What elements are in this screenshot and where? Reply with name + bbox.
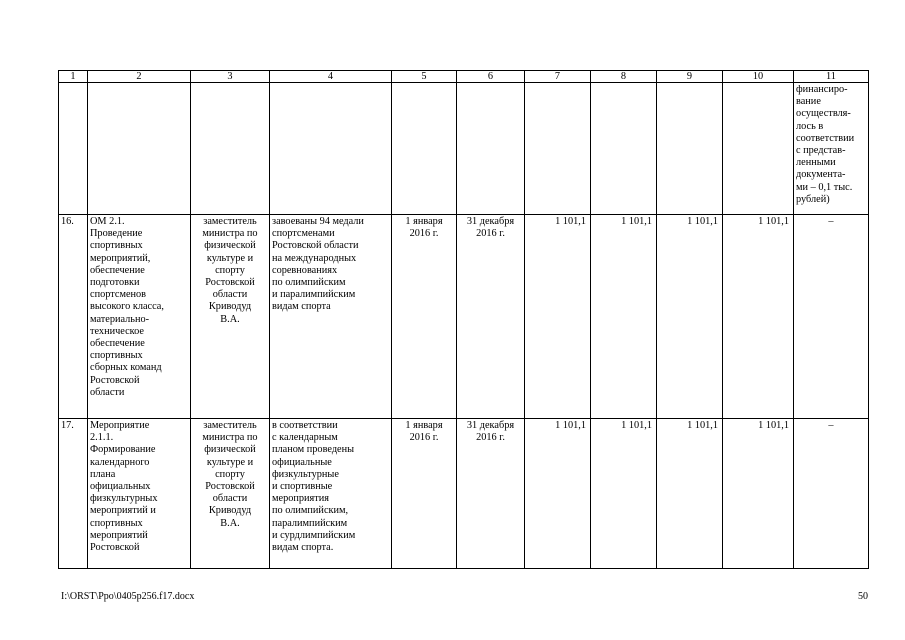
note-text-line: ми – 0,1 тыс.: [796, 181, 853, 193]
column-header: 11: [794, 71, 869, 83]
column-header: 4: [270, 71, 392, 83]
end-date-line: 2016 г.: [476, 432, 505, 444]
start-date-line: 2016 г.: [409, 228, 439, 240]
event-name-line: спортсменов: [90, 289, 147, 301]
result-text-line: видам спорта.: [272, 542, 334, 554]
result-text-line: по олимпийским: [272, 277, 346, 289]
table-row: [59, 215, 869, 419]
result-text-line: завоеваны 94 медали: [272, 216, 364, 227]
note-text-line: с представ-: [796, 145, 846, 157]
event-name-line: ОМ 2.1.: [90, 216, 125, 227]
row-number: [59, 83, 88, 215]
result-text-line: и спортивные: [272, 481, 333, 493]
start-date-line: 1 января: [405, 216, 443, 227]
footer-page-number: 50: [858, 591, 868, 602]
note-text-line: документа-: [796, 169, 846, 181]
event-name-line: календарного: [90, 456, 150, 468]
result-text-line: официальные: [272, 456, 332, 468]
event-name-line: Проведение: [90, 228, 143, 240]
result-text-line: соревнованиях: [272, 264, 338, 276]
event-name: [88, 419, 191, 569]
start-date: [392, 83, 457, 215]
event-name-line: сборных команд: [90, 362, 162, 374]
result-text-line: и паралимпийским: [272, 289, 356, 301]
result-text-line: мероприятия: [272, 493, 330, 505]
start-date-line: 2016 г.: [409, 432, 439, 444]
header-row: [59, 71, 869, 83]
column-header: 3: [191, 71, 270, 83]
result-text-line: на международных: [272, 252, 357, 264]
event-name-line: официальных: [90, 481, 151, 493]
event-name-line: высокого класса,: [90, 301, 164, 313]
column-header: 2: [88, 71, 191, 83]
end-date-line: 2016 г.: [476, 228, 505, 240]
footer-file-path: I:\ORST\Ppo\0405p256.f17.docx: [61, 591, 195, 602]
result-text-line: физкультурные: [272, 468, 339, 480]
amount-col10: 1 101,1: [723, 419, 794, 569]
note-text-line: ленными: [796, 157, 836, 169]
event-name-line: Мероприятие: [90, 420, 150, 431]
event-name-line: обеспечение: [90, 264, 145, 276]
responsible-person-line: В.А.: [220, 517, 240, 529]
column-header: 8: [591, 71, 657, 83]
responsible-person-line: заместитель: [203, 420, 257, 431]
responsible-person: [191, 83, 270, 215]
event-name-line: обеспечение: [90, 338, 145, 350]
responsible-person: [191, 419, 270, 569]
result-text-line: видам спорта: [272, 301, 331, 313]
responsible-person-line: физической: [204, 444, 256, 456]
responsible-person-line: области: [212, 289, 248, 301]
amount-col9: 1 101,1: [657, 215, 723, 419]
result-text-line: в соответствии: [272, 420, 338, 431]
result-text: [270, 83, 392, 215]
responsible-person-line: физической: [204, 240, 256, 252]
report-table: [58, 70, 869, 569]
end-date-line: 31 декабря: [466, 216, 515, 227]
note-text-line: лось в: [796, 120, 824, 132]
responsible-person-line: министра по: [202, 432, 258, 444]
column-header: 7: [525, 71, 591, 83]
amount-col9: 1 101,1: [657, 419, 723, 569]
note-text-line: вание: [796, 96, 821, 108]
event-name-line: мероприятий и: [90, 505, 156, 517]
event-name-line: области: [90, 386, 125, 398]
responsible-person-line: Криводуд: [208, 301, 252, 313]
end-date: [457, 419, 525, 569]
note-text-line: –: [828, 420, 834, 431]
responsible-person-line: Ростовской: [205, 481, 255, 493]
event-name-line: физкультурных: [90, 493, 158, 505]
event-name-line: мероприятий: [90, 529, 148, 541]
amount-col7: [525, 83, 591, 215]
responsible-person-line: культуре и: [206, 252, 254, 264]
note-text-line: рублей): [796, 193, 830, 205]
event-name-line: плана: [90, 468, 116, 480]
responsible-person-line: министра по: [202, 228, 258, 240]
end-date: [457, 215, 525, 419]
column-header: 10: [723, 71, 794, 83]
event-name-line: подготовки: [90, 277, 140, 289]
event-name-line: спортивных: [90, 240, 143, 252]
result-text-line: и сурдлимпийским: [272, 529, 356, 541]
row-number: 17.: [59, 419, 88, 569]
event-name-line: Ростовской: [90, 374, 140, 386]
result-text-line: по олимпийским,: [272, 505, 349, 517]
note-text: [794, 215, 869, 419]
responsible-person-line: спорту: [215, 468, 245, 480]
column-header: 5: [392, 71, 457, 83]
event-name: [88, 215, 191, 419]
result-text-line: Ростовской области: [272, 240, 359, 252]
note-text-line: осуществля-: [796, 108, 851, 120]
amount-col8: [591, 83, 657, 215]
event-name-line: Формирование: [90, 444, 156, 456]
table-row: [59, 419, 869, 569]
column-header: 6: [457, 71, 525, 83]
result-text: [270, 215, 392, 419]
responsible-person-line: спорту: [215, 264, 245, 276]
start-date-line: 1 января: [405, 420, 443, 431]
note-text-line: –: [828, 216, 834, 227]
note-text: [794, 83, 869, 215]
amount-col10: [723, 83, 794, 215]
result-text-line: спортсменами: [272, 228, 335, 240]
column-header: 9: [657, 71, 723, 83]
responsible-person-line: области: [212, 493, 248, 505]
event-name-line: техническое: [90, 325, 145, 337]
result-text-line: с календарным: [272, 432, 338, 444]
event-name-line: мероприятий,: [90, 252, 151, 264]
responsible-person-line: В.А.: [220, 313, 240, 325]
column-header: 1: [59, 71, 88, 83]
note-text: [794, 419, 869, 569]
responsible-person-line: заместитель: [203, 216, 257, 227]
row-number: 16.: [59, 215, 88, 419]
note-text-line: финансиро-: [796, 84, 848, 95]
result-text-line: планом проведены: [272, 444, 355, 456]
amount-col8: 1 101,1: [591, 215, 657, 419]
responsible-person-line: Ростовской: [205, 277, 255, 289]
note-text-line: соответствии: [796, 132, 855, 144]
result-text: [270, 419, 392, 569]
start-date: [392, 215, 457, 419]
event-name-line: спортивных: [90, 350, 143, 362]
amount-col7: 1 101,1: [525, 419, 591, 569]
event-name-line: Ростовской: [90, 542, 140, 554]
event-name-line: материально-: [90, 313, 150, 325]
responsible-person: [191, 215, 270, 419]
responsible-person-line: культуре и: [206, 456, 254, 468]
end-date-line: 31 декабря: [466, 420, 515, 431]
start-date: [392, 419, 457, 569]
table-row: [59, 83, 869, 215]
amount-col7: 1 101,1: [525, 215, 591, 419]
result-text-line: паралимпийским: [272, 517, 348, 529]
responsible-person-line: Криводуд: [208, 505, 252, 517]
end-date: [457, 83, 525, 215]
event-name-line: 2.1.1.: [90, 432, 114, 444]
amount-col8: 1 101,1: [591, 419, 657, 569]
amount-col10: 1 101,1: [723, 215, 794, 419]
event-name-line: спортивных: [90, 517, 143, 529]
event-name: [88, 83, 191, 215]
amount-col9: [657, 83, 723, 215]
